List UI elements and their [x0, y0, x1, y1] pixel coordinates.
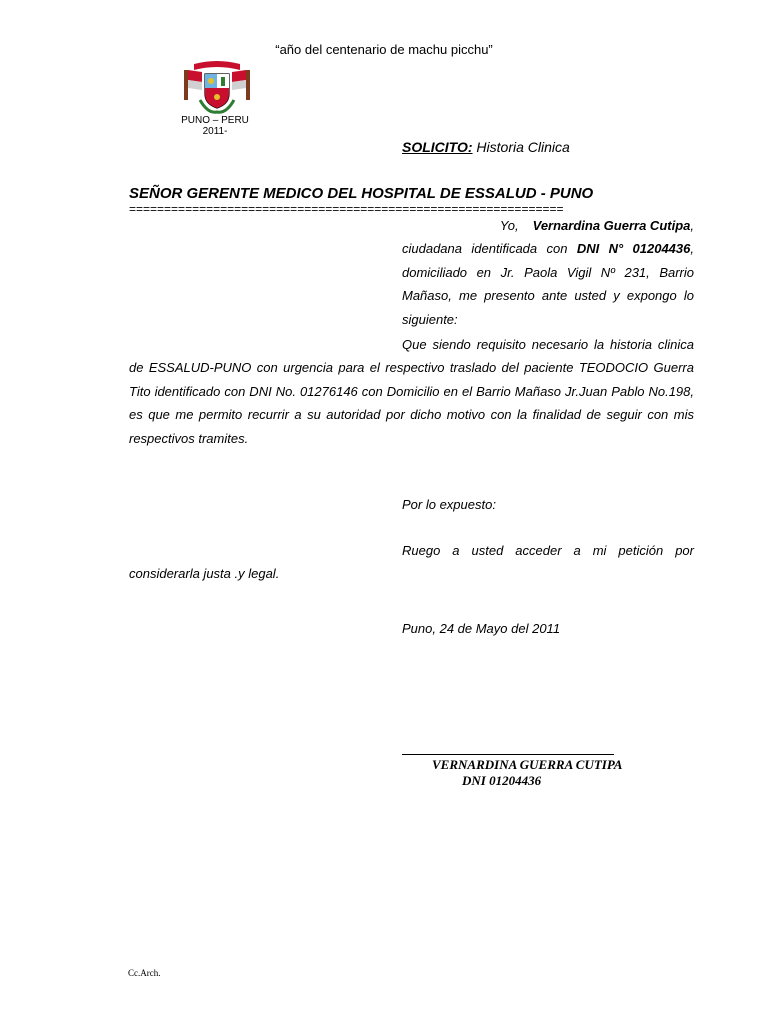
addressee-heading: SEÑOR GERENTE MEDICO DEL HOSPITAL DE ESSALUD - PUNO: [129, 185, 594, 202]
intro-paragraph: [402, 214, 694, 331]
body-paragraph: [129, 333, 694, 450]
separator-rule: ==============================================================: [129, 203, 564, 215]
closing-request-text: Ruego a usted acceder a mi petición por considerarla justa .y legal.: [129, 543, 694, 582]
signatory-dni: DNI 01204436: [462, 773, 542, 788]
seal-caption-place: PUNO – PERU: [181, 115, 249, 126]
intro-first-line: [402, 214, 694, 237]
request-subject: [402, 139, 570, 155]
seal-caption: [170, 115, 260, 137]
intro-id-text: ciudadana identificada con: [402, 241, 577, 257]
applicant-dni: DNI N° 01204436: [576, 241, 691, 257]
intro-yo: Yo,: [499, 218, 519, 233]
signatory-name: VERNARDINA GUERRA CUTIPA: [432, 757, 623, 772]
copy-notation: Cc.Arch.: [128, 968, 161, 978]
seal-caption-year: 2011-: [202, 126, 228, 137]
intro-rest: [402, 237, 694, 331]
date-line: Puno, 24 de Mayo del 2011: [402, 621, 561, 636]
intro-address: , domiciliado en Jr. Paola Vigil Nº 231, Barrio Mañaso, me presento ante usted y expongo lo siguiente:: [402, 241, 694, 327]
body-text: Que siendo requisito necesario la historia clinica de ESSALUD-PUNO con urgencia para el respectivo traslado del paciente TEODOCIO Guerra Tito identificado con DNI No. 01276146 con Domicilio en el Barrio Mañaso Jr.Juan Pablo No.198, es que me permito recurrir a su autoridad por dicho motivo con la finalidad de seguir con mis respectivos tramites.: [129, 337, 694, 446]
closing-request: [129, 539, 694, 586]
request-value: Historia Clinica: [472, 139, 570, 155]
signature-line: [402, 754, 614, 755]
document-motto: “año del centenario de machu picchu”: [275, 42, 493, 57]
closing-expuesto: Por lo expuesto:: [402, 497, 496, 512]
intro-comma: ,: [690, 218, 694, 233]
peru-coat-of-arms-seal: [178, 60, 256, 116]
applicant-name: Vernardina Guerra Cutipa: [532, 218, 691, 233]
request-label: SOLICITO:: [402, 139, 473, 155]
coat-of-arms-icon: [178, 60, 256, 116]
